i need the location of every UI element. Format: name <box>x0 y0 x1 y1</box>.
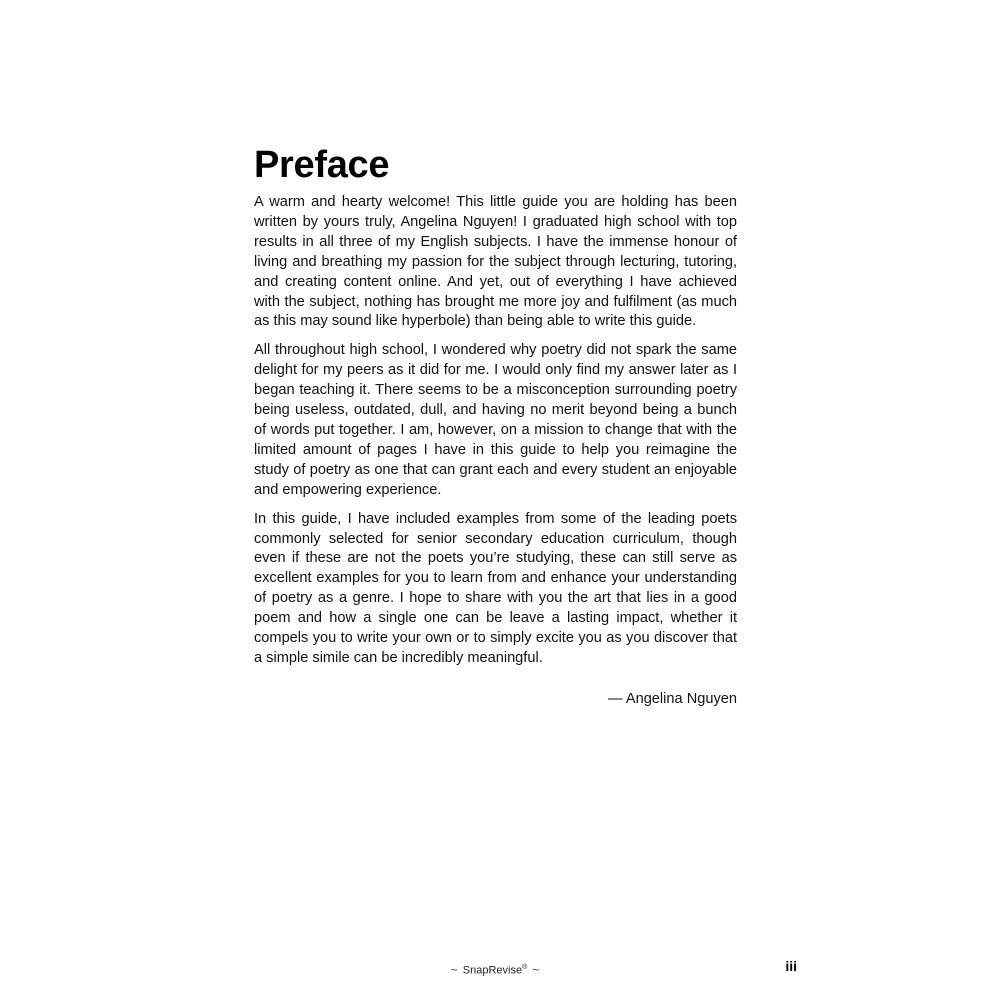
page-title: Preface <box>254 144 390 186</box>
tilde-left-icon: ~ <box>450 962 458 977</box>
preface-paragraph-2: All throughout high school, I wondered why poetry did not spark the same delight for my peers as it did for me. I would only find my answer later as I began teaching it. There seems to be a misconception surrounding poetry being useless, outdated, dull, and having no merit beyond being a bunch of words put together. I am, however, on a mission to change that with the limited amount of pages I have in this guide to help you reimagine the study of poetry as one that can grant each and every student an enjoyable and empowering experience. <box>254 342 737 498</box>
preface-paragraph-3: In this guide, I have included examples from some of the leading poets commonly selected for senior secondary education curriculum, though even if these are not the poets you’re studying, these can still serve as excellent examples for you to learn from and enhance your understanding of poetry as a genre. I hope to share with you the art that lies in a good poem and how a single one can be leave a lasting impact, whether it compels you to write your own or to simply excite you as you discover that a simple simile can be incredibly meaningful. <box>254 510 737 666</box>
author-signature: — Angelina Nguyen <box>608 690 737 707</box>
preface-paragraph-1: A warm and hearty welcome! This little guide you are holding has been written by yours truly, Angelina Nguyen! I graduated high school with top results in all three of my English subjects. I have the immense honour of living and breathing my passion for the subject through lecturing, tutoring, and creating content online. And yet, out of everything I have achieved with the subject, nothing has brought me more joy and fulfilment (as much as this may sound like hyperbole) than being able to write this guide. <box>254 194 737 330</box>
footer-brand <box>0 960 990 979</box>
page-content <box>254 143 737 709</box>
tilde-right-icon: ~ <box>532 962 540 977</box>
brand-name: SnapRevise <box>462 964 523 977</box>
page-number: iii <box>785 958 797 974</box>
brand-registered-mark: ® <box>522 964 528 971</box>
